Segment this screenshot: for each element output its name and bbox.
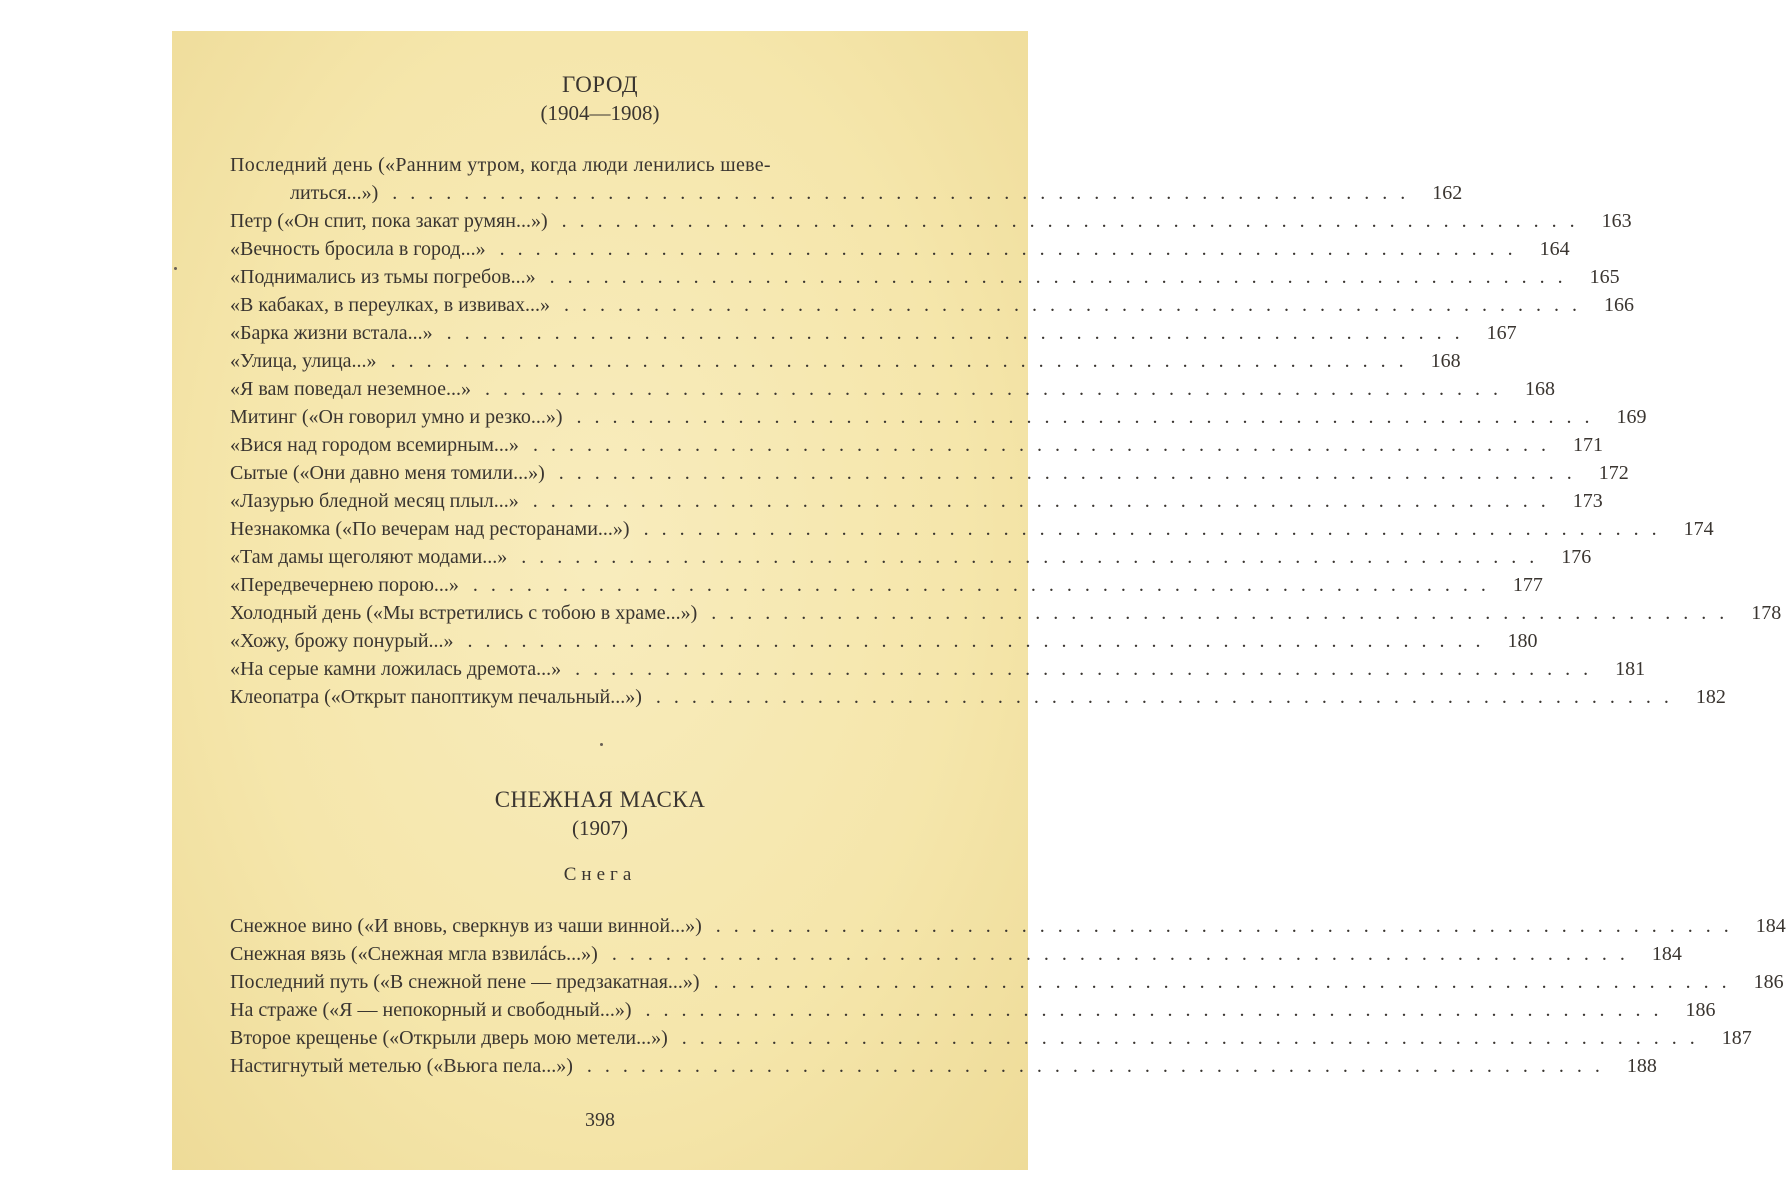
toc-entry-title: Сытые («Они давно меня томили...») [230,462,545,484]
toc-entry [230,599,1782,627]
toc-entry-title: Последний путь («В снежной пене — предзакатная...») [230,971,700,993]
leader-dots: ......................................................... [485,378,1511,400]
book-page [172,31,1786,1170]
leader-dots: ......................................................... [532,490,1559,512]
toc-entry-title: Снежная вязь («Снежная мгла взвилáсь...») [230,943,598,965]
toc-entry-title: «Лазурью бледной месяц плыл...» [230,490,519,512]
leader-dots: ......................................................... [499,238,1526,260]
leader-dots: ......................................................... [575,658,1602,680]
leader-dots: ......................................................... [561,210,1588,232]
toc-entry [230,459,1629,487]
section-title-gorod: ГОРОД [561,72,639,97]
toc-list-gorod [230,151,1782,711]
print-speck [600,743,603,746]
toc-entry-title: «Поднимались из тьмы погребов...» [230,266,536,288]
toc-entry-page: 178 [1751,602,1782,624]
toc-entry [230,235,1570,263]
toc-entry-page: 164 [1539,238,1570,260]
leader-dots: ......................................................... [390,350,1417,372]
leader-dots: ......................................................... [586,1055,1613,1077]
print-speck [174,267,177,270]
section-title-snezhnaya-maska: СНЕЖНАЯ МАСКА [494,787,706,812]
toc-entry-first-title: Последний день («Ранним утром, когда люди ленились шеве- [230,154,771,176]
toc-entry [230,515,1714,543]
toc-entry [230,319,1517,347]
page-number: 398 [585,1109,615,1131]
toc-entries-snega [230,912,1786,1080]
toc-entry-page: 169 [1616,406,1647,428]
toc-entry-title: «Улица, улица...» [230,350,377,372]
toc-entry-page: 168 [1430,350,1461,372]
toc-entry-title: Снежное вино («И вновь, сверкнув из чаши винной...») [230,915,702,937]
toc-entry [230,207,1632,235]
toc-list-snega [230,912,1786,1080]
toc-entry [230,968,1784,996]
toc-entry-title: «Вечность бросила в город...» [230,238,486,260]
toc-entry-page: 181 [1615,658,1646,680]
toc-entry [230,683,1726,711]
toc-entry-page: 177 [1512,574,1543,596]
leader-dots: ......................................................... [713,971,1740,993]
toc-entry-page: 184 [1651,943,1682,965]
toc-entry [230,1052,1657,1080]
toc-entry-page: 171 [1572,434,1603,456]
toc-entry-page: 163 [1601,210,1632,232]
toc-entry [230,940,1682,968]
toc-entry [230,179,1463,207]
toc-entry [230,571,1543,599]
toc-entry-title: Холодный день («Мы встретились с тобою в храме...») [230,602,698,624]
toc-entry [230,291,1635,319]
toc-entry-page: 184 [1755,915,1786,937]
leader-dots: ......................................................... [564,294,1591,316]
leader-dots: ......................................................... [643,518,1670,540]
toc-entry-page: 180 [1507,630,1538,652]
section-years-snezhnaya-maska: (1907) [572,816,628,840]
toc-entry [230,403,1647,431]
toc-entries-gorod [230,207,1782,711]
toc-entry [230,487,1603,515]
toc-entry-title: «Барка жизни встала...» [230,322,433,344]
toc-entry [230,543,1592,571]
toc-entry [230,912,1786,940]
leader-dots: ......................................................... [655,686,1682,708]
leader-dots: ......................................................... [558,462,1585,484]
toc-entry [230,1024,1752,1052]
leader-dots: ......................................................... [611,943,1638,965]
toc-entry-title: Митинг («Он говорил умно и резко...») [230,406,563,428]
toc-entry-title: «Передвечернею порою...» [230,574,459,596]
toc-entry-title: Настигнутый метелью («Вьюга пела...») [230,1055,573,1077]
toc-entry-page: 182 [1695,686,1726,708]
toc-entry-title: «Там дамы щеголяют модами...» [230,546,508,568]
toc-entry [230,347,1461,375]
toc-entry-title: Второе крещенье («Открыли дверь мою метели...») [230,1027,668,1049]
toc-entry-title: литься...») [290,182,379,204]
toc-entry-title: «Хожу, брожу понурый...» [230,630,454,652]
leader-dots: ......................................................... [645,999,1672,1021]
subsection-title-snega: Снега [563,864,637,885]
toc-entry-page: 167 [1486,322,1517,344]
leader-dots: ......................................................... [715,915,1742,937]
section-years-gorod: (1904—1908) [540,101,660,125]
toc-entry [230,996,1716,1024]
toc-entry-page: 188 [1626,1055,1657,1077]
toc-entry-title: На страже («Я — непокорный и свободный...») [230,999,632,1021]
toc-entry-page: 186 [1685,999,1716,1021]
leader-dots: ......................................................... [472,574,1499,596]
toc-entry-page: 174 [1683,518,1714,540]
toc-entry [230,431,1603,459]
leader-dots: ......................................................... [521,546,1548,568]
leader-dots: ......................................................... [392,182,1419,204]
toc-entry-page: 176 [1561,546,1592,568]
toc-entry [230,263,1620,291]
toc-entry-page: 162 [1432,182,1463,204]
leader-dots: ......................................................... [576,406,1603,428]
toc-entry-title: Петр («Он спит, пока закат румян...») [230,210,548,232]
leader-dots: ......................................................... [711,602,1738,624]
toc-entry-page: 165 [1589,266,1620,288]
leader-dots: ......................................................... [467,630,1494,652]
toc-entry-page: 187 [1721,1027,1752,1049]
toc-entry-page: 168 [1525,378,1555,400]
leader-dots: ......................................................... [681,1027,1708,1049]
toc-entry-title: Клеопатра («Открыт паноптикум печальный...») [230,686,642,708]
toc-entry-title: «В кабаках, в переулках, в извивах...» [230,294,551,316]
toc-entry [230,375,1555,403]
toc-entry [230,655,1646,683]
toc-entry-title: «На серые камни ложилась дремота...» [230,658,562,680]
leader-dots: ......................................................... [532,434,1559,456]
leader-dots: ......................................................... [549,266,1576,288]
leader-dots: ......................................................... [446,322,1473,344]
toc-entry-page: 172 [1598,462,1629,484]
toc-entry-page: 173 [1572,490,1603,512]
toc-entry-page: 166 [1604,294,1635,316]
toc-entry-title: «Я вам поведал неземное...» [230,378,471,400]
toc-entry [230,627,1538,655]
toc-entry-title: Незнакомка («По вечерам над ресторанами...») [230,518,630,540]
toc-entry-title: «Вися над городом всемирным...» [230,434,519,456]
toc-entry-page: 186 [1753,971,1784,993]
